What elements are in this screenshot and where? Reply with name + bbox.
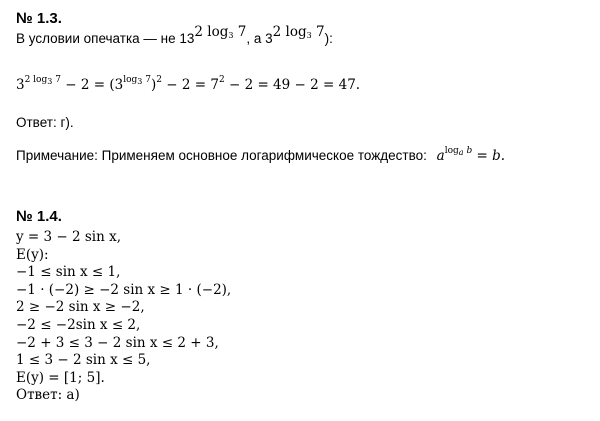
solution-line: −1 · (−2) ≥ −2 sin x ≥ 1 · (−2),: [16, 281, 232, 298]
exponent-a: 2 log3 7: [194, 24, 247, 40]
exponent-b: 2 log3 7: [272, 24, 325, 40]
solution-line: E(y) = [1; 5].: [16, 369, 105, 386]
solution-line: −2 ≤ −2sin x ≤ 2,: [16, 316, 141, 333]
note-line: [16, 148, 505, 164]
solution-line: E(y):: [16, 246, 49, 263]
solution-line: 1 ≤ 3 − 2 sin x ≤ 5,: [16, 352, 151, 369]
answer-1-4: Ответ: а): [16, 387, 80, 404]
typo-note-text: В условии опечатка — не 13: [16, 31, 195, 46]
solution-line: 2 ≥ −2 sin x ≥ −2,: [16, 299, 145, 316]
solution-line: −2 + 3 ≤ 3 − 2 sin x ≤ 2 + 3,: [16, 334, 219, 351]
heading-1-3: № 1.3.: [16, 10, 62, 27]
note-label: Примечание: Применяем основное логарифмическое тождество:: [16, 148, 427, 163]
log-identity: $a^{log_a b} = b$.: [436, 146, 506, 164]
solution-1-4: [16, 229, 231, 405]
heading-1-4: № 1.4.: [16, 208, 62, 225]
typo-note-line: В условии опечатка — не $13^{2 log_3 7}$, а $3^{2 log_3 7}$):: [16, 24, 333, 46]
solution-line: −1 ≤ sin x ≤ 1,: [16, 264, 121, 281]
calculation-line: $3^{2 log_3 7} - 2 = (3^{log_3 7})^2 - 2 = 7^2 - 2 = 49 - 2 = 47$.: [16, 75, 361, 93]
answer-1-3: Ответ: г).: [16, 115, 74, 130]
solution-line: y = 3 − 2 sin x,: [16, 229, 122, 245]
